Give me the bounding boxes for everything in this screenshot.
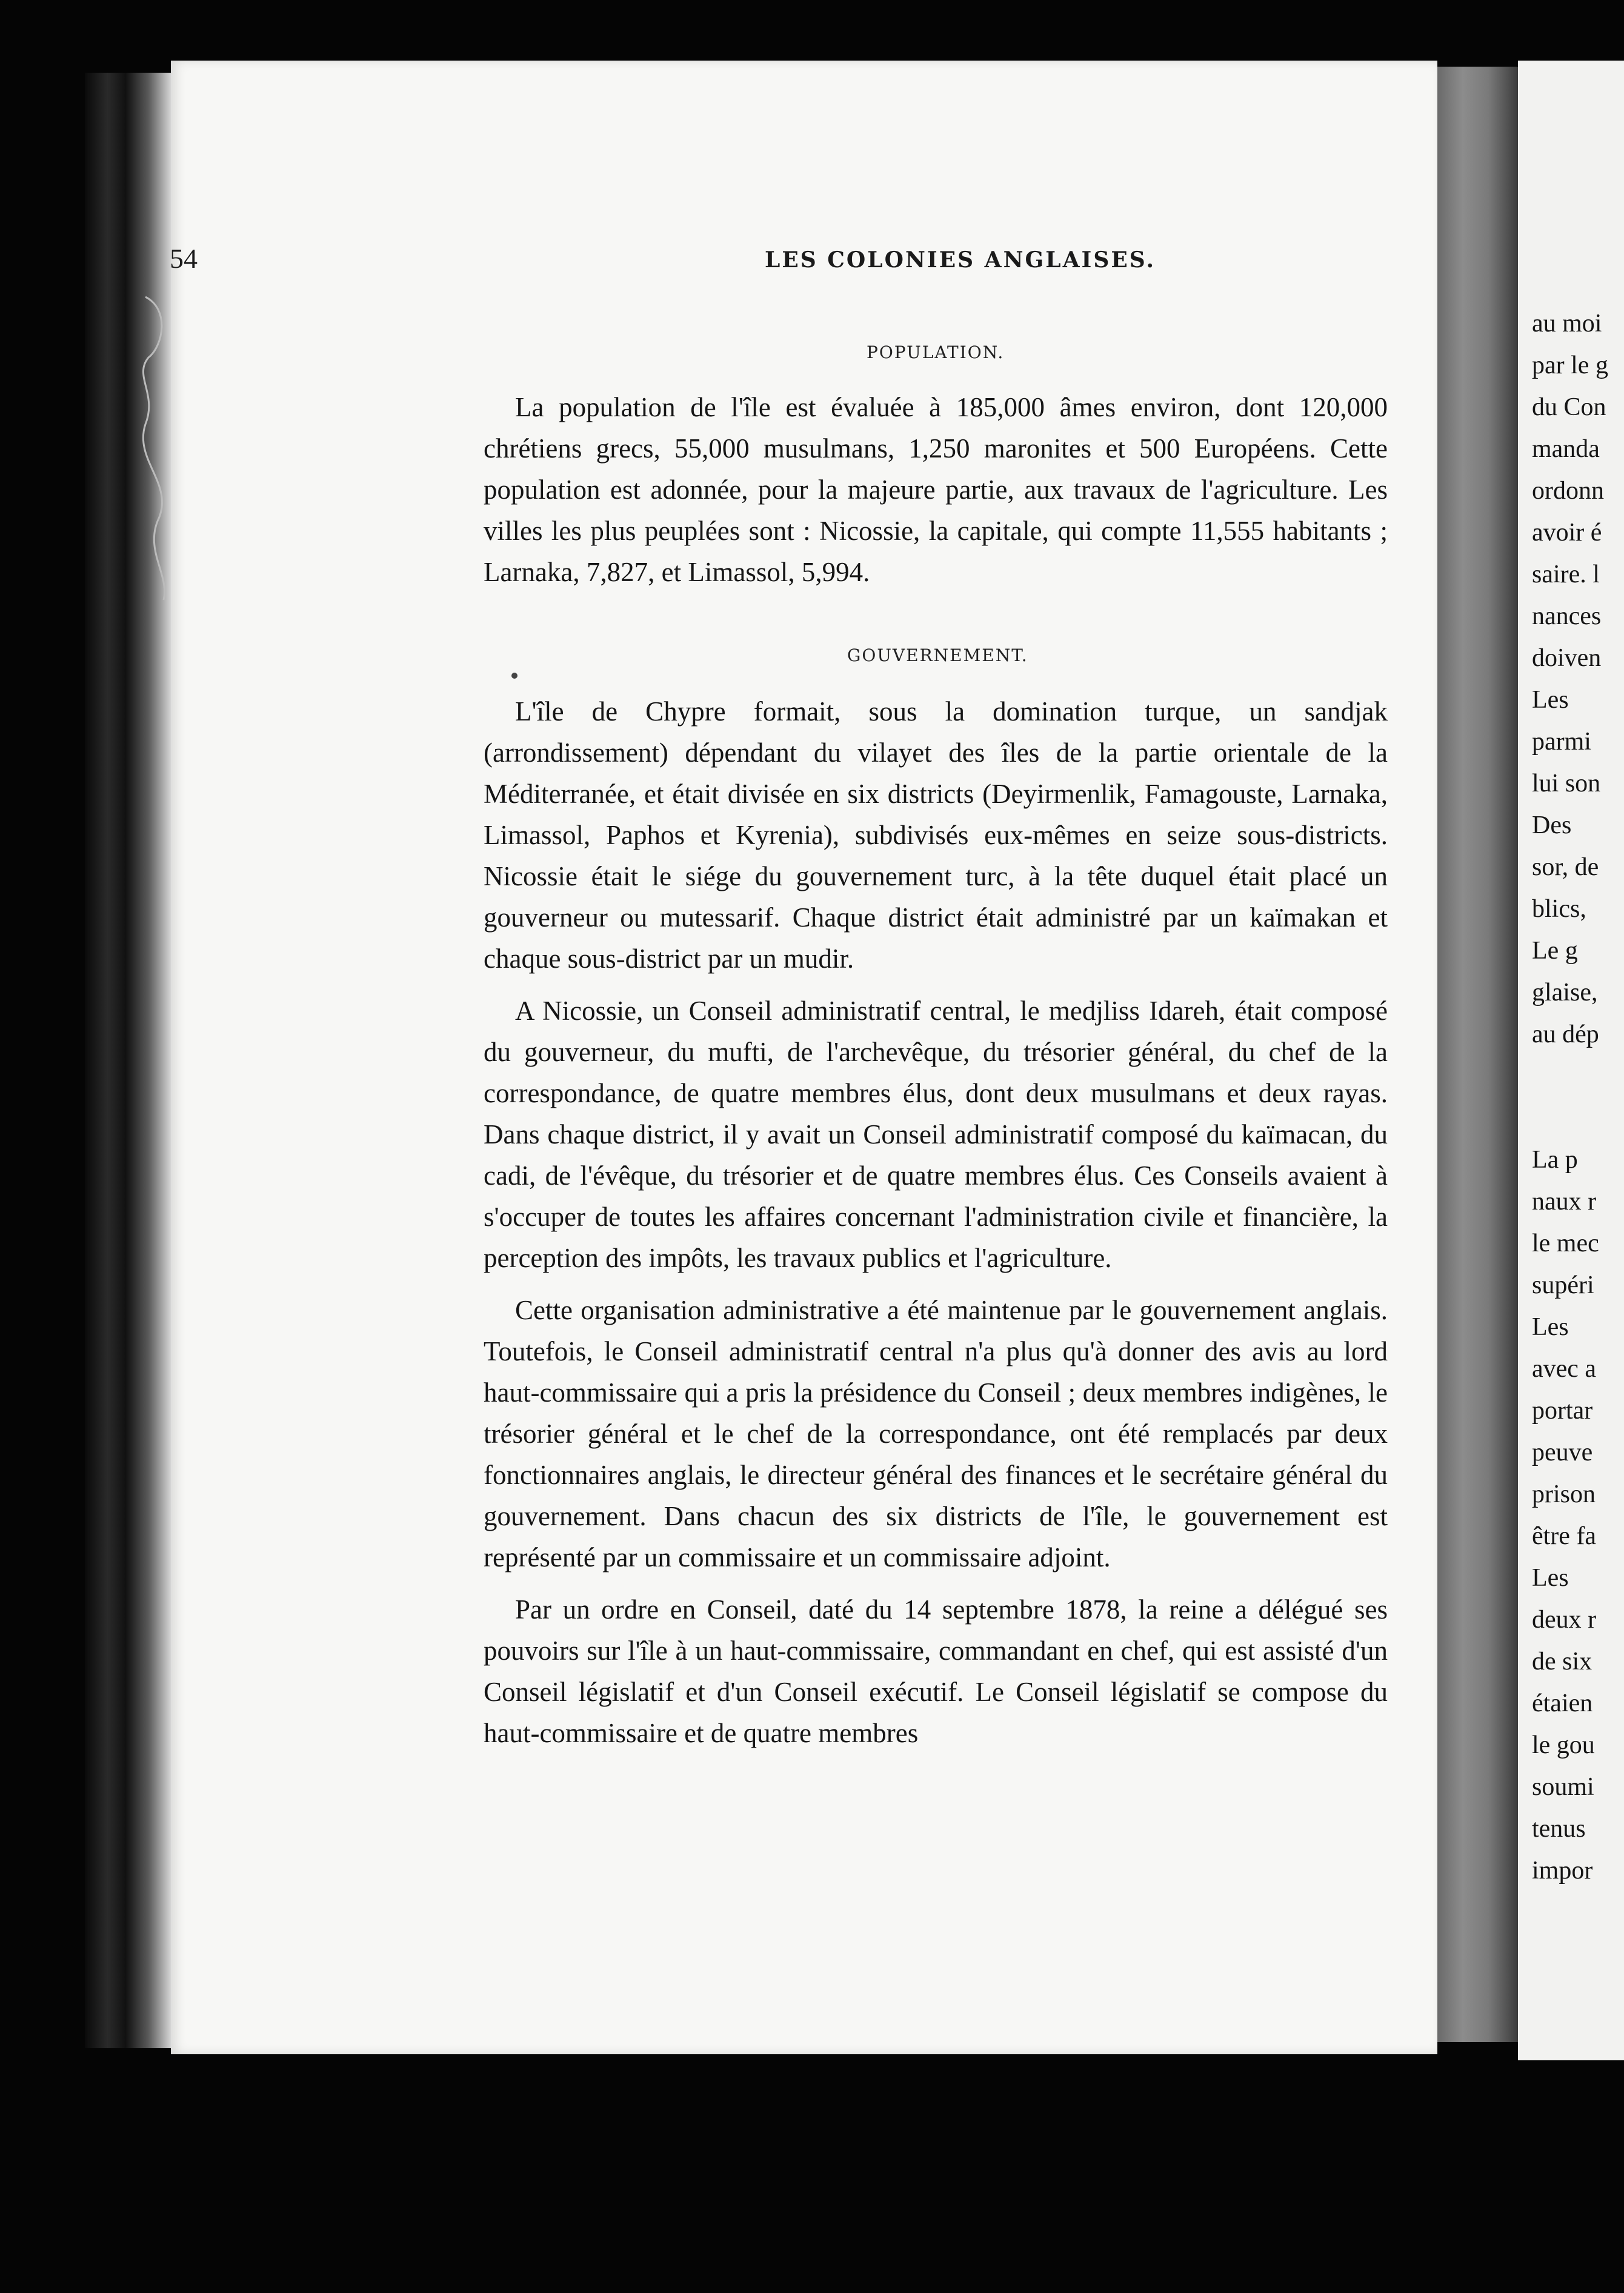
- facing-line: étaien: [1532, 1689, 1593, 1717]
- facing-line: supéri: [1532, 1271, 1594, 1299]
- facing-line: glaise,: [1532, 979, 1598, 1007]
- facing-line: tenus: [1532, 1815, 1586, 1843]
- section-gouvernement-body: [484, 691, 1388, 1754]
- section-heading-gouvernement: GOUVERNEMENT.: [847, 645, 1028, 665]
- facing-line: peuve: [1532, 1439, 1593, 1466]
- page-gutter-shadow: [1437, 67, 1522, 2042]
- facing-line: La p: [1532, 1146, 1578, 1174]
- facing-line: du Con: [1532, 393, 1606, 421]
- ink-dot: [511, 673, 517, 679]
- paragraph-gouvernement-4: Par un ordre en Conseil, daté du 14 septembre 1878, la reine a délégué ses pouvoirs sur l'île à un haut-commissaire, commandant en chef, qui est assisté d'un Conseil législatif et d'un Conseil exécutif. Le Conseil législatif se compose du haut-commissaire et de quatre membres: [484, 1594, 1388, 1748]
- facing-line: de six: [1532, 1648, 1592, 1676]
- facing-line: Le g: [1532, 937, 1578, 965]
- facing-line: au dép: [1532, 1020, 1599, 1048]
- paragraph-population-text: La population de l'île est évaluée à 185,000 âmes environ, dont 120,000 chrétiens grecs, 55,000 musulmans, 1,250 maronites et 500 Européens. Cette population est adonnée, pour la majeure partie, aux travaux de l'agriculture. Les villes les plus peuplées sont : Nicossie, la capitale, qui compte 11,555 habitants ; Larnaka, 7,827, et Limassol, 5,994.: [484, 392, 1388, 587]
- facing-line: prison: [1532, 1480, 1596, 1508]
- facing-line: être fa: [1532, 1522, 1597, 1550]
- facing-line: avoir é: [1532, 519, 1602, 547]
- facing-line: par le g: [1532, 351, 1608, 379]
- margin-pencil-mark: [121, 291, 188, 606]
- facing-line: au moi: [1532, 310, 1602, 338]
- facing-line: Les: [1532, 1313, 1569, 1341]
- paragraph-gouvernement-3: Cette organisation administrative a été maintenue par le gouvernement anglais. Toutefois, le Conseil administratif central n'a plus qu'à donner des avis au lord haut-commissaire qui a pris la présidence du Conseil ; deux membres indigènes, le trésorier général et le chef de la correspondance, ont été remplacés par deux fonctionnaires anglais, le directeur général des finances et le secrétaire général du gouvernement. Dans chacun des six districts de l'île, le gouvernement est représenté par un commissaire et un commissaire adjoint.: [484, 1295, 1388, 1572]
- facing-line: naux r: [1532, 1188, 1597, 1216]
- facing-line: Les: [1532, 1564, 1569, 1592]
- page-number: 54: [170, 243, 198, 274]
- facing-line: le mec: [1532, 1230, 1599, 1257]
- facing-line: saire. l: [1532, 561, 1600, 588]
- facing-line: impor: [1532, 1857, 1593, 1885]
- running-title: LES COLONIES ANGLAISES.: [765, 247, 1156, 273]
- section-heading-population: POPULATION.: [867, 342, 1005, 362]
- facing-line: soumi: [1532, 1773, 1594, 1801]
- facing-line: [1532, 1097, 1624, 1139]
- paragraph-gouvernement-1: L'île de Chypre formait, sous la domination turque, un sandjak (arrondissement) dépendant du vilayet des îles de la partie orientale de la Méditerranée, et était divisée en six districts (Deyirmenlik, Famagouste, Larnaka, Limassol, Paphos et Kyrenia), subdivisés eux-mêmes en seize sous-districts. Nicossie était le siége du gouvernement turc, à la tête duquel était placé un gouverneur ou mutessarif. Chaque district était administré par un kaïmakan et chaque sous-district par un mudir.: [484, 696, 1388, 974]
- facing-line: [1532, 1056, 1624, 1097]
- facing-line: lui son: [1532, 770, 1601, 797]
- facing-line: deux r: [1532, 1606, 1597, 1634]
- facing-line: ordonn: [1532, 477, 1604, 505]
- facing-line: portar: [1532, 1397, 1593, 1425]
- facing-line: doiven: [1532, 644, 1602, 672]
- facing-line: Des: [1532, 811, 1572, 839]
- paragraph-population: [484, 387, 1388, 593]
- facing-page-text: [1532, 303, 1624, 1892]
- facing-line: avec a: [1532, 1355, 1597, 1383]
- facing-line: sor, de: [1532, 853, 1599, 881]
- facing-line: le gou: [1532, 1731, 1595, 1759]
- facing-line: nances: [1532, 602, 1602, 630]
- facing-line: Les: [1532, 686, 1569, 714]
- facing-line: blics,: [1532, 895, 1586, 923]
- facing-line: manda: [1532, 435, 1600, 463]
- paragraph-gouvernement-2: A Nicossie, un Conseil administratif central, le medjliss Idareh, était composé du gouverneur, du mufti, de l'archevêque, du trésorier général, du chef de la correspondance, de quatre membres élus, dont deux musulmans et deux rayas. Dans chaque district, il y avait un Conseil administratif composé du kaïmacan, du cadi, de l'évêque, du trésorier et de quatre membres élus. Ces Conseils avaient à s'occuper de toutes les affaires concernant l'administration civile et financière, la perception des impôts, les travaux publics et l'agriculture.: [484, 996, 1388, 1273]
- facing-line: parmi: [1532, 728, 1591, 756]
